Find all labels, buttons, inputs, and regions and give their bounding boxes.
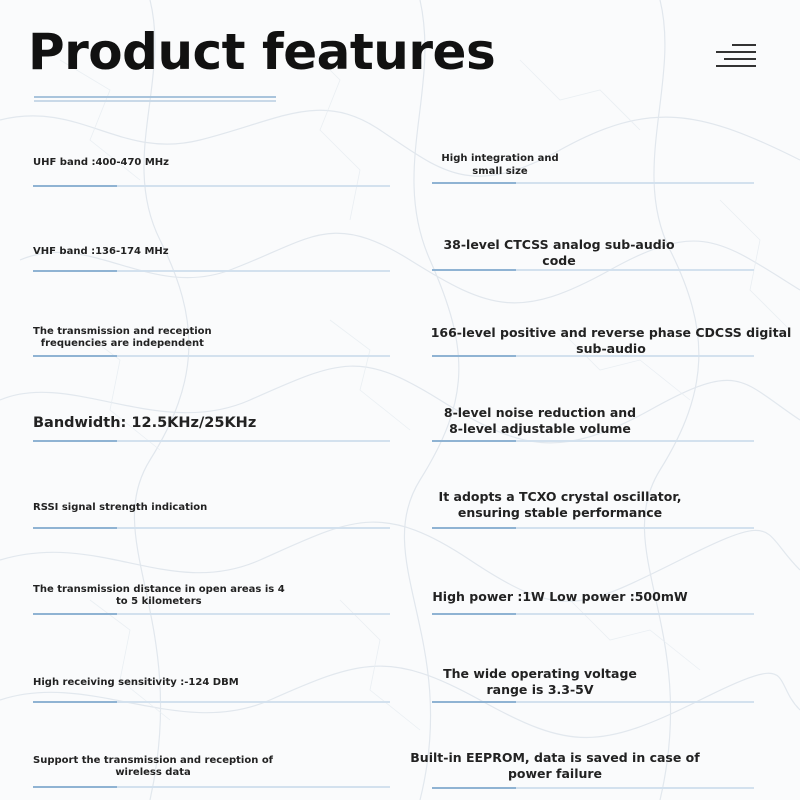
page-title: Product features	[28, 23, 496, 81]
divider-line	[33, 270, 390, 272]
title-underline	[34, 96, 276, 101]
feature-tcxo: It adopts a TCXO crystal oscillator, ensuring stable performance	[438, 489, 682, 520]
feature-cdcss: 166-level positive and reverse phase CDCSS digital sub-audio	[430, 325, 792, 356]
feature-transmission-distance: The transmission distance in open areas is 4 to 5 kilometers	[33, 584, 285, 607]
feature-rssi: RSSI signal strength indication	[33, 502, 208, 513]
hamburger-menu-icon[interactable]	[716, 44, 756, 68]
feature-eeprom: Built-in EEPROM, data is saved in case of power failure	[410, 750, 700, 781]
feature-high-integration: High integration and small size	[441, 153, 559, 177]
divider-line	[33, 613, 390, 615]
divider-line	[432, 440, 754, 442]
divider-line	[432, 613, 754, 615]
divider-line	[33, 701, 390, 703]
divider-line	[432, 182, 754, 184]
divider-line	[33, 786, 390, 788]
divider-line	[432, 701, 754, 703]
feature-power: High power :1W Low power :500mW	[432, 589, 688, 604]
feature-uhf-band: UHF band :400-470 MHz	[33, 157, 169, 168]
divider-line	[432, 269, 754, 271]
feature-bandwidth: Bandwidth: 12.5KHz/25KHz	[33, 415, 257, 431]
feature-independent-frequencies: The transmission and reception frequencies are independent	[33, 326, 212, 349]
divider-line	[33, 355, 390, 357]
divider-line	[432, 787, 754, 789]
divider-line	[432, 527, 754, 529]
feature-operating-voltage: The wide operating voltage range is 3.3-5V	[443, 666, 637, 697]
divider-line	[33, 440, 390, 442]
feature-ctcss: 38-level CTCSS analog sub-audio code	[443, 237, 675, 268]
feature-noise-reduction: 8-level noise reduction and 8-level adjustable volume	[443, 405, 637, 436]
feature-vhf-band: VHF band :136-174 MHz	[33, 246, 169, 257]
feature-receiving-sensitivity: High receiving sensitivity :-124 DBM	[33, 677, 239, 688]
feature-wireless-data: Support the transmission and reception of wireless data	[33, 755, 274, 778]
divider-line	[33, 185, 390, 187]
divider-line	[33, 527, 390, 529]
